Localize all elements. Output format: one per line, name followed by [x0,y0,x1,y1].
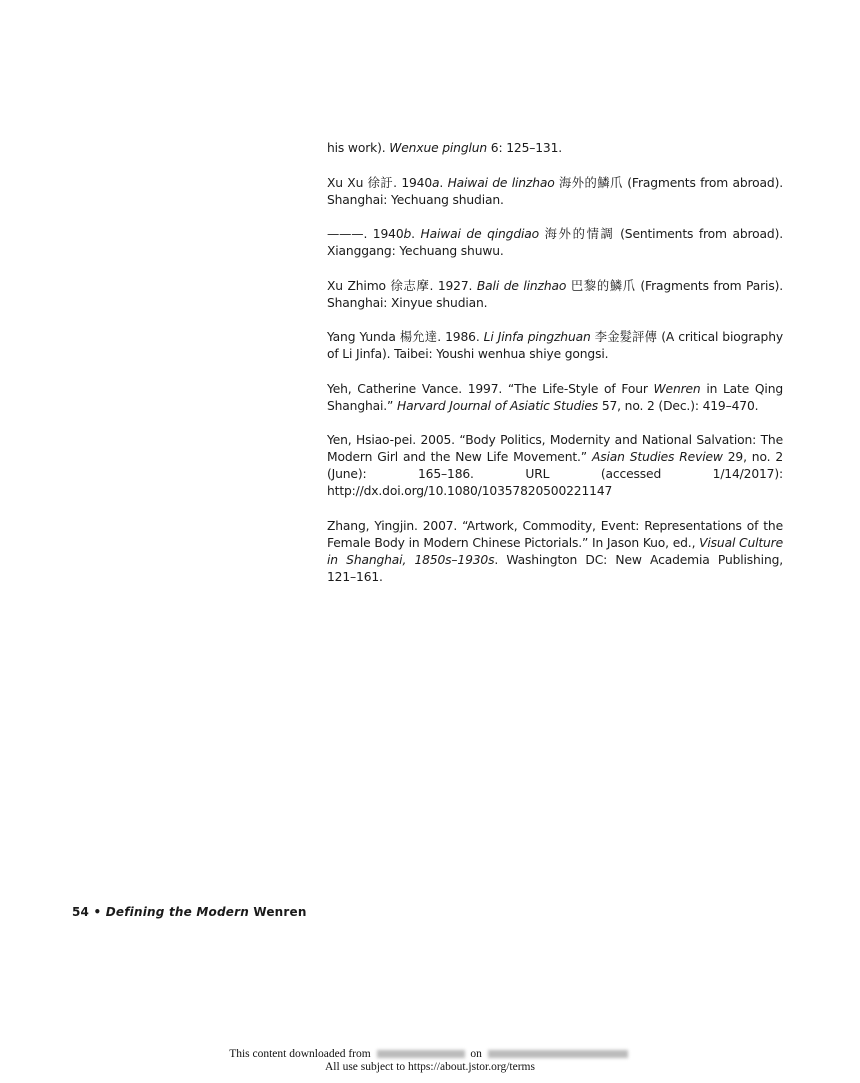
reference-entry [327,226,783,260]
reference-text: 57, no. 2 (Dec.): 419–470. [598,398,759,413]
italic-title: b [403,227,412,241]
reference-text: his work). [327,141,390,155]
reference-entry [327,518,783,586]
italic-title: Visual Culture in Shanghai, 1850s–1930s [327,535,784,567]
reference-entry [327,175,783,209]
download-line [0,1048,860,1061]
reference-text: ———. 1940 [327,227,404,241]
reference-text: Xu Xu 徐訏. 1940 [327,175,433,190]
reference-text: Yang Yunda 楊允達. 1986. [327,330,484,344]
italic-title: Harvard Journal of Asiatic Studies [397,398,599,413]
italic-title: Asian Studies Review [591,450,723,464]
reference-text: . [439,175,448,190]
reference-list [327,140,783,603]
reference-entry [327,329,783,363]
reference-text: Yeh, Catherine Vance. 1997. “The Life-Style of Four [327,381,654,396]
book-title-wenren: Wenren [253,905,307,919]
running-footer [72,905,307,919]
reference-text: 29, no. 2 (June): 165–186. URL (accessed 1/14/2017): http://dx.doi.org/10.1080/10357820500221147 [327,450,783,498]
italic-title: Wenxue pinglun [389,141,488,155]
reference-text: 6: 125–131. [487,141,563,155]
jstor-notice [0,1048,860,1074]
reference-text: 海外的鱗爪 (Fragments from abroad). Shanghai: Yechuang shudian. [327,175,783,207]
italic-title: Li Jinfa pingzhuan [483,330,591,344]
book-title [106,905,254,919]
reference-text: 巴黎的鱗爪 (Fragments from Paris). Shanghai: Xinyue shudian. [327,278,783,310]
reference-text: Xu Zhimo 徐志摩. 1927. [327,278,477,293]
reference-entry [327,432,783,500]
on-text: on [470,1048,482,1060]
italic-title: Wenren [653,381,701,396]
redacted-timestamp [488,1050,628,1058]
italic-title: Bali de linzhao [476,278,567,293]
reference-text: 海外的情調 (Sentiments from abroad). Xianggang: Yechuang shuwu. [327,227,783,258]
italic-title: a [432,175,440,190]
reference-text: Zhang, Yingjin. 2007. “Artwork, Commodity, Event: Representations of the Female Body in Modern Chinese Pictorials.” In Jason Kuo, ed., [327,518,783,550]
reference-entry [327,278,783,312]
reference-text: . [411,227,421,241]
italic-title: Haiwai de linzhao [447,175,555,190]
reference-text: in Late Qing Shanghai.” [327,381,783,413]
italic-title: Haiwai de qingdiao [420,227,539,241]
reference-text: Yen, Hsiao-pei. 2005. “Body Politics, Modernity and National Salvation: The Modern Girl and the New Life Movement.” [327,433,783,464]
download-text: This content downloaded from [229,1048,371,1060]
reference-entry [327,381,783,415]
bullet: • [93,905,102,919]
reference-text: 李金髮評傳 (A critical biography of Li Jinfa). Taibei: Youshi wenhua shiye gongsi. [327,330,783,361]
reference-entry [327,140,783,157]
book-title-roman: Defining the Modern [105,905,254,919]
redacted-ip [377,1050,465,1058]
page-number: 54 [72,905,90,919]
reference-text: . Washington DC: New Academia Publishing, 121–161. [327,552,783,584]
terms-line[interactable]: All use subject to https://about.jstor.org/terms [325,1061,535,1073]
